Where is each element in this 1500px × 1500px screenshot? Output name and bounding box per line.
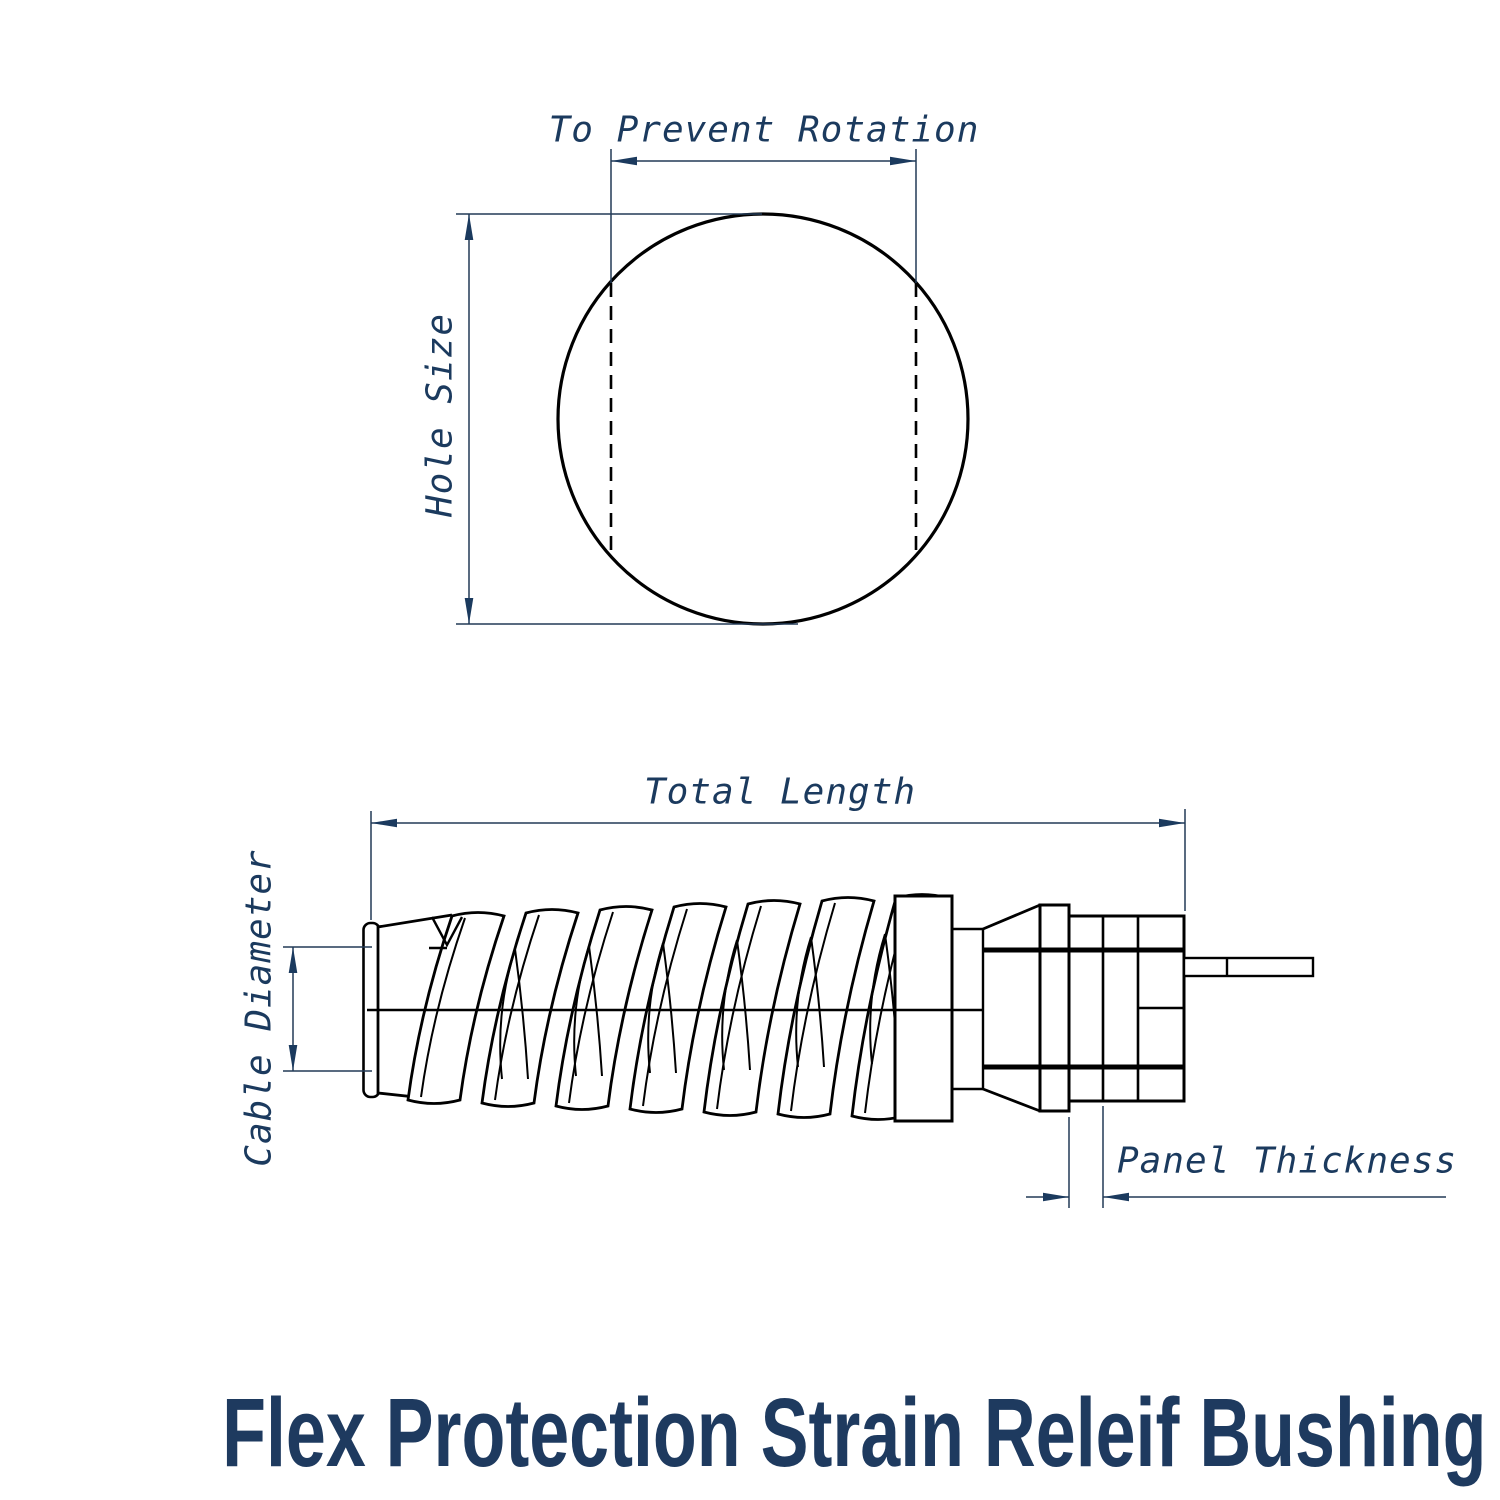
bushing-face-circle: [558, 214, 968, 624]
hole-size-dim-lines: [456, 214, 798, 624]
label-total-length: Total Length: [643, 771, 917, 813]
label-cable-diameter: Cable Diameter: [238, 849, 280, 1167]
wire: [1184, 958, 1313, 976]
panel-thickness-dim-arrows: [1043, 1193, 1129, 1202]
flange: [895, 896, 952, 1121]
cable-diameter-dim-lines: [283, 947, 372, 1071]
label-hole-size: Hole Size: [419, 312, 461, 518]
label-to-prevent-rotation: To Prevent Rotation: [548, 109, 980, 151]
rotation-dim-lines: [611, 149, 916, 283]
drawing-title: [0, 1378, 1500, 1487]
bell-taper: [983, 905, 1040, 1111]
top-view: [456, 149, 968, 624]
label-panel-thickness: Panel Thickness: [1116, 1140, 1458, 1182]
drawing-title-text: Flex Protection Strain Releif Bushing: [222, 1378, 1487, 1487]
flex-spiral-ribs: [408, 895, 948, 1120]
collar: [1040, 905, 1069, 1111]
